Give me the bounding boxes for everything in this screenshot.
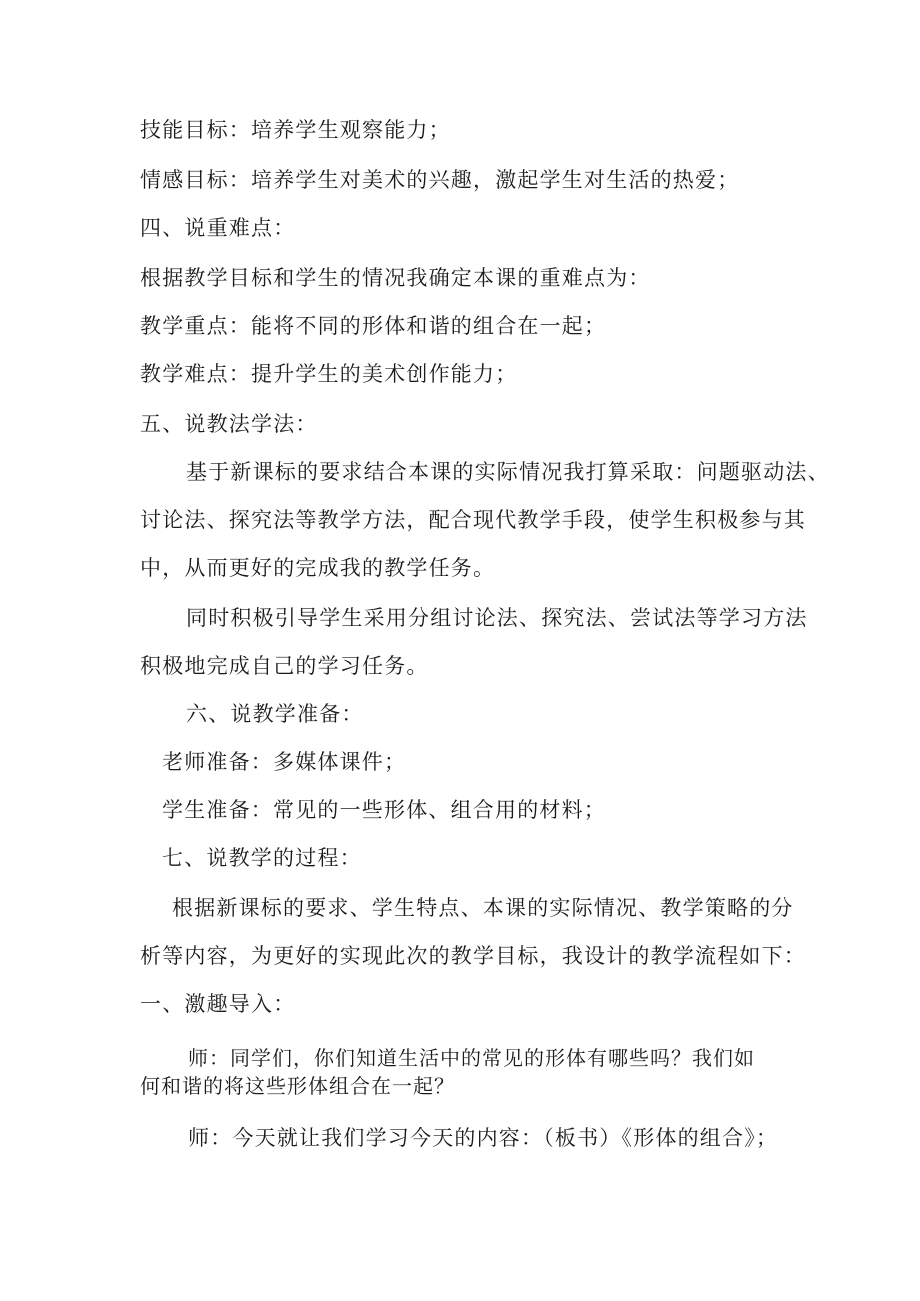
teacher-preparation-line: 老师准备：多媒体课件； [162, 750, 407, 774]
section-heading-process: 七、说教学的过程： [162, 846, 362, 870]
methods-paragraph-line-3: 中，从而更好的完成我的教学任务。 [140, 556, 496, 580]
teaching-difficulty-line: 教学难点：提升学生的美术创作能力； [140, 362, 518, 386]
skill-goal-line: 技能目标：培养学生观察能力； [140, 118, 451, 142]
methods-paragraph-line-1: 基于新课标的要求结合本课的实际情况我打算采取：问题驱动法、 [186, 460, 830, 484]
teaching-key-point-line: 教学重点：能将不同的形体和谐的组合在一起； [140, 314, 607, 338]
process-paragraph-line-2: 析等内容，为更好的实现此次的教学目标，我设计的教学流程如下： [140, 944, 806, 968]
student-preparation-line: 学生准备：常见的一些形体、组合用的材料； [162, 798, 606, 822]
key-points-intro-line: 根据教学目标和学生的情况我确定本课的重难点为： [140, 266, 651, 290]
section-heading-key-difficult-points: 四、说重难点： [140, 216, 296, 240]
learning-methods-line-1: 同时积极引导学生采用分组讨论法、探究法、尝试法等学习方法 [186, 606, 808, 630]
section-heading-methods: 五、说教法学法： [140, 412, 318, 436]
teacher-lesson-topic-line: 师：今天就让我们学习今天的内容：（板书）《形体的组合》； [188, 1126, 779, 1150]
section-heading-intro-activity: 一、激趣导入： [140, 992, 296, 1016]
teacher-question-line-2: 何和谐的将这些形体组合在一起？ [140, 1074, 455, 1098]
learning-methods-line-2: 积极地完成自己的学习任务。 [140, 654, 429, 678]
methods-paragraph-line-2: 讨论法、探究法等教学方法，配合现代教学手段，使学生积极参与其 [140, 508, 806, 532]
section-heading-preparation: 六、说教学准备： [186, 702, 364, 726]
emotion-goal-line: 情感目标：培养学生对美术的兴趣，激起学生对生活的热爱； [140, 168, 740, 192]
teacher-question-line-1: 师：同学们，你们知道生活中的常见的形体有哪些吗？我们如 [188, 1046, 755, 1070]
process-paragraph-line-1: 根据新课标的要求、学生特点、本课的实际情况、教学策略的分 [172, 896, 794, 920]
